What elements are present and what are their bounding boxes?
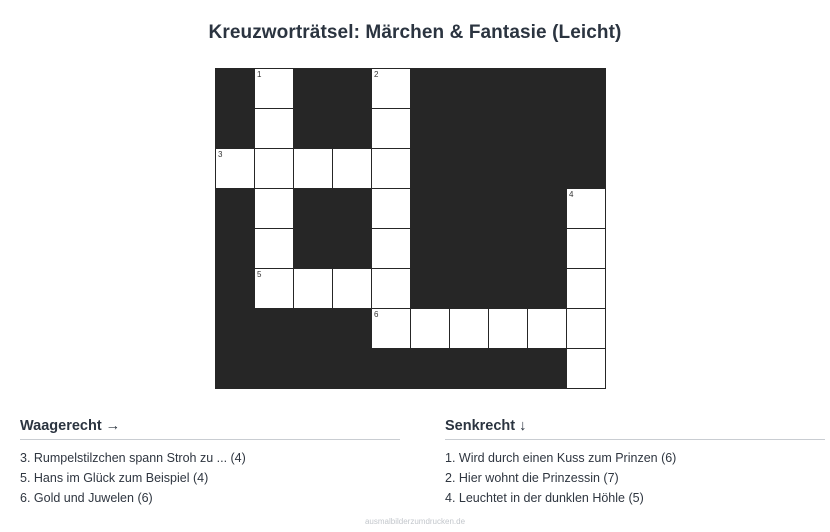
grid-block-cell [333,109,372,149]
grid-block-cell [255,349,294,389]
grid-block-cell [372,349,411,389]
grid-block-cell [294,109,333,149]
across-clue-list [20,448,415,508]
grid-letter-cell[interactable] [294,149,333,189]
grid-block-cell [294,229,333,269]
grid-block-cell [294,349,333,389]
grid-letter-cell[interactable] [333,269,372,309]
grid-block-cell [333,349,372,389]
across-clues [20,418,415,508]
grid-block-cell [489,349,528,389]
grid-letter-cell[interactable] [411,309,450,349]
grid-block-cell [450,109,489,149]
grid-block-cell [450,149,489,189]
grid-letter-cell[interactable] [567,269,606,309]
grid-row [216,149,606,189]
grid-cell-number: 5 [257,270,262,279]
grid-block-cell [216,269,255,309]
grid-block-cell [450,229,489,269]
grid-row [216,189,606,229]
grid-letter-cell[interactable] [528,309,567,349]
grid-row [216,269,606,309]
grid-block-cell [411,189,450,229]
grid-block-cell [528,229,567,269]
grid-block-cell [489,149,528,189]
grid-cell-number: 3 [218,150,223,159]
grid-letter-cell[interactable] [216,149,255,189]
grid-block-cell [528,269,567,309]
list-item: 3. Rumpelstilzchen spann Stroh zu ... (4) [20,451,246,465]
grid-row [216,229,606,269]
grid-block-cell [528,149,567,189]
grid-letter-cell[interactable] [255,269,294,309]
grid-letter-cell[interactable] [567,349,606,389]
grid-block-cell [411,69,450,109]
grid-letter-cell[interactable] [333,149,372,189]
grid-letter-cell[interactable] [372,309,411,349]
grid-block-cell [489,69,528,109]
grid-cell-number: 4 [569,190,574,199]
grid-letter-cell[interactable] [372,269,411,309]
grid-cell-number: 2 [374,70,379,79]
grid-block-cell [333,69,372,109]
grid-block-cell [489,229,528,269]
grid-block-cell [567,109,606,149]
list-item: 2. Hier wohnt die Prinzessin (7) [445,471,619,485]
grid-letter-cell[interactable] [372,229,411,269]
down-heading: Senkrecht ↓ [445,418,825,440]
grid-block-cell [255,309,294,349]
grid-letter-cell[interactable] [294,269,333,309]
grid-letter-cell[interactable] [255,69,294,109]
grid-block-cell [411,149,450,189]
grid-block-cell [294,189,333,229]
page-title: Kreuzworträtsel: Märchen & Fantasie (Leicht) [208,22,622,43]
grid-cell-number: 6 [374,310,379,319]
grid-block-cell [411,269,450,309]
grid-block-cell [216,349,255,389]
grid-block-cell [450,349,489,389]
grid-letter-cell[interactable] [255,149,294,189]
grid-block-cell [567,149,606,189]
grid-letter-cell[interactable] [372,149,411,189]
grid-cell-number: 1 [257,70,262,79]
grid-block-cell [333,189,372,229]
grid-block-cell [333,309,372,349]
grid-block-cell [216,69,255,109]
grid-block-cell [294,69,333,109]
grid-block-cell [489,189,528,229]
grid-letter-cell[interactable] [567,189,606,229]
grid-block-cell [450,189,489,229]
grid-letter-cell[interactable] [567,309,606,349]
grid-block-cell [411,109,450,149]
grid-block-cell [411,349,450,389]
grid-block-cell [216,309,255,349]
grid-block-cell [489,269,528,309]
grid-block-cell [294,309,333,349]
grid-letter-cell[interactable] [255,229,294,269]
crossword-grid [215,68,606,389]
grid-block-cell [216,189,255,229]
across-heading: Waagerecht → [20,418,400,440]
grid-block-cell [411,229,450,269]
grid-block-cell [333,229,372,269]
list-item: 6. Gold und Juwelen (6) [20,491,153,505]
down-clue-list [445,448,810,508]
grid-row [216,309,606,349]
grid-block-cell [450,69,489,109]
grid-block-cell [528,349,567,389]
grid-letter-cell[interactable] [372,189,411,229]
grid-block-cell [528,109,567,149]
grid-block-cell [450,269,489,309]
grid-block-cell [528,189,567,229]
footer-watermark: ausmalbilderzumdrucken.de [364,517,466,526]
grid-block-cell [489,109,528,149]
list-item: 4. Leuchtet in der dunklen Höhle (5) [445,491,644,505]
grid-letter-cell[interactable] [489,309,528,349]
grid-letter-cell[interactable] [255,109,294,149]
grid-letter-cell[interactable] [372,69,411,109]
clues-section [0,418,830,508]
grid-letter-cell[interactable] [372,109,411,149]
grid-letter-cell[interactable] [567,229,606,269]
grid-table [215,68,606,389]
grid-block-cell [567,69,606,109]
grid-block-cell [216,229,255,269]
list-item: 1. Wird durch einen Kuss zum Prinzen (6) [445,451,677,465]
grid-letter-cell[interactable] [450,309,489,349]
grid-body [216,69,606,389]
grid-block-cell [216,109,255,149]
down-clues [415,418,810,508]
grid-block-cell [528,69,567,109]
list-item: 5. Hans im Glück zum Beispiel (4) [20,471,209,485]
grid-row [216,69,606,109]
grid-letter-cell[interactable] [255,189,294,229]
grid-row [216,109,606,149]
grid-row [216,349,606,389]
